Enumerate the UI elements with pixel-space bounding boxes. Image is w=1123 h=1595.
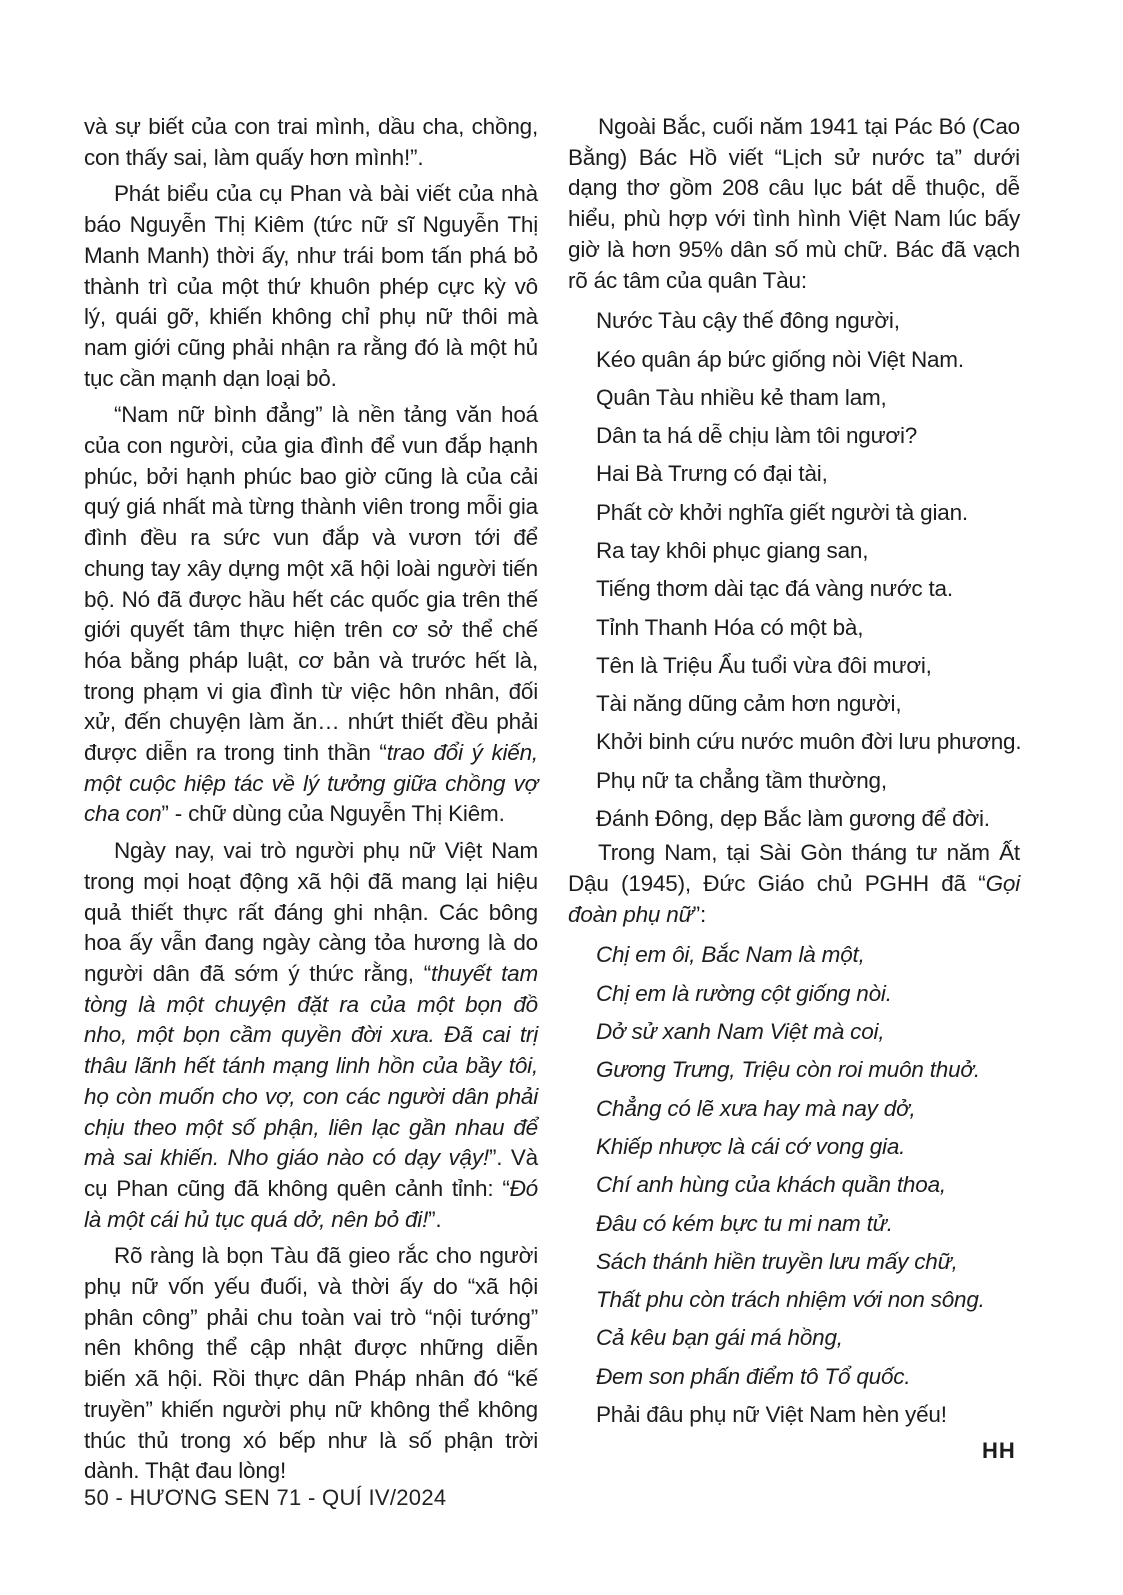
- verse-line: Khởi binh cứu nước muôn đời lưu phương.: [596, 729, 1022, 755]
- paragraph: và sự biết của con trai mình, dầu cha, chồng, con thấy sai, làm quấy hơn mình!”.: [84, 114, 538, 170]
- paragraph: [568, 838, 1020, 930]
- quote-italic: trao đổi ý kiến, một cuộc hiệp tác về lý tưởng giữa chồng vợ cha con: [84, 740, 538, 827]
- verse-line: Gương Trưng, Triệu còn roi muôn thuở.: [596, 1057, 980, 1083]
- verse-line: Đâu có kém bực tu mi nam tử.: [596, 1210, 893, 1236]
- verse-line: Thất phu còn trách nhiệm với non sông.: [596, 1287, 985, 1313]
- verse-line: Tên là Triệu Ẩu tuổi vừa đôi mươi,: [596, 652, 932, 678]
- verse-line: Đem son phấn điểm tô Tổ quốc.: [596, 1363, 911, 1389]
- verse-line: Hai Bà Trưng có đại tài,: [596, 461, 828, 487]
- verse-line: Đánh Đông, dẹp Bắc làm gương để đời.: [596, 806, 990, 832]
- poem-verse: [568, 302, 1020, 838]
- closing-verse: [568, 1396, 1020, 1434]
- paragraph: [84, 400, 538, 830]
- closing-line: Phải đâu phụ nữ Việt Nam hèn yếu!: [596, 1402, 947, 1428]
- verse-line: Phụ nữ ta chẳng tầm thường,: [596, 767, 887, 793]
- verse-line: Quân Tàu nhiều kẻ tham lam,: [596, 384, 887, 410]
- verse-line: Dở sử xanh Nam Việt mà coi,: [596, 1019, 885, 1045]
- paragraph: Ngoài Bắc, cuối năm 1941 tại Pác Bó (Cao Bằng) Bác Hồ viết “Lịch sử nước ta” dưới dạng thơ gồm 208 câu lục bát dễ thuộc, dễ hiểu, phù hợp với tình hình Việt Nam lúc bấy giờ là hơn 95% dân số mù chữ. Bác đã vạch rõ ác tâm của quân Tàu:: [568, 114, 1020, 293]
- verse-line: Sách thánh hiền truyền lưu mấy chữ,: [596, 1248, 958, 1274]
- quote-italic: thuyết tam tòng là một chuyện đặt ra của một bọn đồ nho, một bọn cầm quyền đời xưa. Đã cai trị thâu lãnh hết tánh mạng linh hồn của bầy tôi, họ còn muốn cho vợ, con các người dân phải chịu theo một số phận, liên lạc gần nhau để mà sai khiến. Nho giáo nào có dạy vậy!: [84, 960, 538, 1171]
- verse-line: Chí anh hùng của khách quần thoa,: [596, 1172, 946, 1198]
- page-footer: 50 - HƯƠNG SEN 71 - QUÍ IV/2024: [84, 1485, 447, 1510]
- paragraph-text: ”. Và cụ Phan cũng đã không quên cảnh tỉnh: “: [84, 1145, 538, 1201]
- paragraph-text: “Nam nữ bình đẳng” là nền tảng văn hoá của con người, của gia đình để vun đắp hạnh phúc, bởi hạnh phúc bao giờ cũng là của cải quý giá nhất mà từng thành viên trong mỗi gia đình đều ra sức vun đắp và vươn tới để chung tay xây dựng một xã hội loài người tiến bộ. Nó đã được hầu hết các quốc gia trên thế giới quyết tâm thực hiện trên cơ sở thể chế hóa bằng pháp luật, cơ bản và trước hết là, trong phạm vi gia đình từ việc hôn nhân, đối xử, đến chuyện làm ăn… nhứt thiết đều phải được diễn ra trong tinh thần “: [84, 402, 538, 766]
- paragraph-text: ”:: [692, 901, 707, 927]
- verse-line: Chị em ôi, Bắc Nam là một,: [596, 942, 865, 968]
- paragraph-text: Trong Nam, tại Sài Gòn tháng tư năm Ất Dậu (1945), Đức Giáo chủ PGHH đã “: [568, 840, 1020, 897]
- paragraph-text: Ngày nay, vai trò người phụ nữ Việt Nam trong mọi hoạt động xã hội đã mang lại hiệu quả thiết thực rất đáng ghi nhận. Các bông hoa ấy vẫn đang ngày càng tỏa hương là do người dân đã sớm ý thức rằng, “: [84, 838, 538, 986]
- verse-line: Chẳng có lẽ xưa hay mà nay dở,: [596, 1095, 916, 1121]
- verse-line: Nước Tàu cậy thế đông người,: [596, 308, 900, 334]
- paragraph-text: ” - chữ dùng của Nguyễn Thị Kiêm.: [161, 801, 505, 827]
- verse-line: Kéo quân áp bức giống nòi Việt Nam.: [596, 346, 964, 372]
- paragraph: [84, 836, 538, 1235]
- paragraph-text: ”.: [428, 1206, 442, 1232]
- right-column: [568, 112, 1020, 1434]
- verse-line: Tài năng dũng cảm hơn người,: [596, 691, 902, 717]
- quote-italic: Gọi đoàn phụ nữ: [568, 871, 1020, 927]
- poem-verse-italic: [568, 936, 1020, 1396]
- verse-line: Khiếp nhược là cái cớ vong gia.: [596, 1133, 906, 1159]
- paragraph: Rõ ràng là bọn Tàu đã gieo rắc cho người phụ nữ vốn yếu đuối, và thời ấy do “xã hội phân công” phải chu toàn vai trò “nội tướng” nên không thể cập nhật được những diễn biến xã hội. Rồi thực dân Pháp nhân đó “kế truyền” khiến người phụ nữ không thể không thúc thủ trong xó bếp như là số phận trời dành. Thật đau lòng!: [84, 1243, 538, 1484]
- quote-italic: Đó là một cái hủ tục quá dở, nên bỏ đi!: [84, 1175, 538, 1232]
- verse-line: Tiếng thơm dài tạc đá vàng nước ta.: [596, 576, 953, 602]
- verse-line: Phất cờ khởi nghĩa giết người tà gian.: [596, 499, 968, 525]
- verse-line: Chị em là rường cột giống nòi.: [596, 980, 892, 1006]
- author-signature: HH: [982, 1438, 1016, 1463]
- paragraph: Phát biểu của cụ Phan và bài viết của nhà báo Nguyễn Thị Kiêm (tức nữ sĩ Nguyễn Thị Manh Manh) thời ấy, như trái bom tấn phá bỏ thành trì của một thứ khuôn phép cực kỳ vô lý, quái gỡ, khiến không chỉ phụ nữ thôi mà nam giới cũng phải nhận ra rằng đó là một hủ tục cần mạnh dạn loại bỏ.: [84, 181, 538, 391]
- left-column: [84, 112, 538, 1493]
- verse-line: Tỉnh Thanh Hóa có một bà,: [596, 614, 864, 640]
- verse-line: Dân ta há dễ chịu làm tôi ngươi?: [596, 423, 918, 449]
- verse-line: Ra tay khôi phục giang san,: [596, 538, 869, 563]
- verse-line: Cả kêu bạn gái má hồng,: [596, 1325, 843, 1351]
